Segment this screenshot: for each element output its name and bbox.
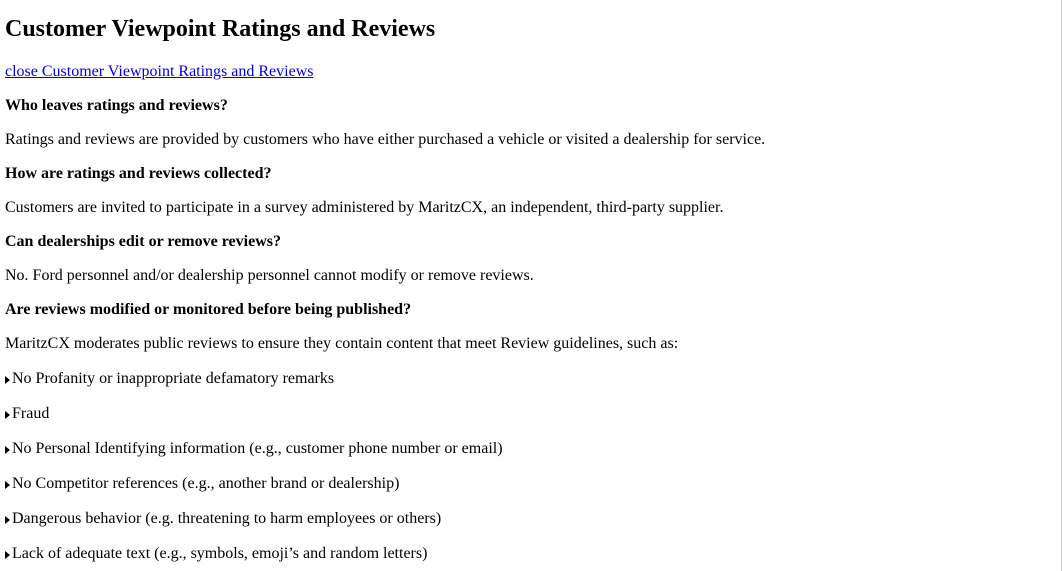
faq-answer-modified-monitored: MaritzCX moderates public reviews to ensure they contain content that meet Review guidelines, such as:	[5, 335, 679, 352]
triangle-right-icon	[5, 411, 10, 419]
faq-question-who-leaves: Who leaves ratings and reviews?	[5, 97, 228, 114]
faq-answer-who-leaves: Ratings and reviews are provided by customers who have either purchased a vehicle or visited a dealership for service.	[5, 131, 766, 148]
faq-answer-how-collected: Customers are invited to participate in a survey administered by MaritzCX, an independent, third-party supplier.	[5, 199, 724, 216]
guideline-item	[5, 509, 441, 529]
triangle-right-icon	[5, 516, 10, 524]
guideline-item	[5, 439, 503, 459]
guideline-item-label: Fraud	[12, 405, 50, 422]
guideline-item-label: No Competitor references (e.g., another brand or dealership)	[12, 475, 400, 492]
guideline-item	[5, 369, 334, 389]
triangle-right-icon	[5, 481, 10, 489]
guideline-item-label: Dangerous behavior (e.g. threatening to harm employees or others)	[12, 510, 442, 527]
guideline-item	[5, 404, 49, 424]
faq-answer-edit-remove: No. Ford personnel and/or dealership personnel cannot modify or remove reviews.	[5, 267, 534, 284]
triangle-right-icon	[5, 446, 10, 454]
faq-question-modified-monitored: Are reviews modified or monitored before being published?	[5, 301, 412, 318]
guideline-item	[5, 474, 399, 494]
faq-question-how-collected: How are ratings and reviews collected?	[5, 165, 272, 182]
page-title: Customer Viewpoint Ratings and Reviews	[5, 16, 436, 42]
triangle-right-icon	[5, 376, 10, 384]
guideline-item-label: No Profanity or inappropriate defamatory remarks	[12, 370, 335, 387]
guideline-item	[5, 544, 427, 564]
close-reviews-link[interactable]: close Customer Viewpoint Ratings and Reviews	[5, 63, 314, 80]
guideline-item-label: Lack of adequate text (e.g., symbols, emoji’s and random letters)	[12, 545, 428, 562]
guideline-item-label: No Personal Identifying information (e.g., customer phone number or email)	[12, 440, 503, 457]
triangle-right-icon	[5, 551, 10, 559]
faq-question-edit-remove: Can dealerships edit or remove reviews?	[5, 233, 281, 250]
